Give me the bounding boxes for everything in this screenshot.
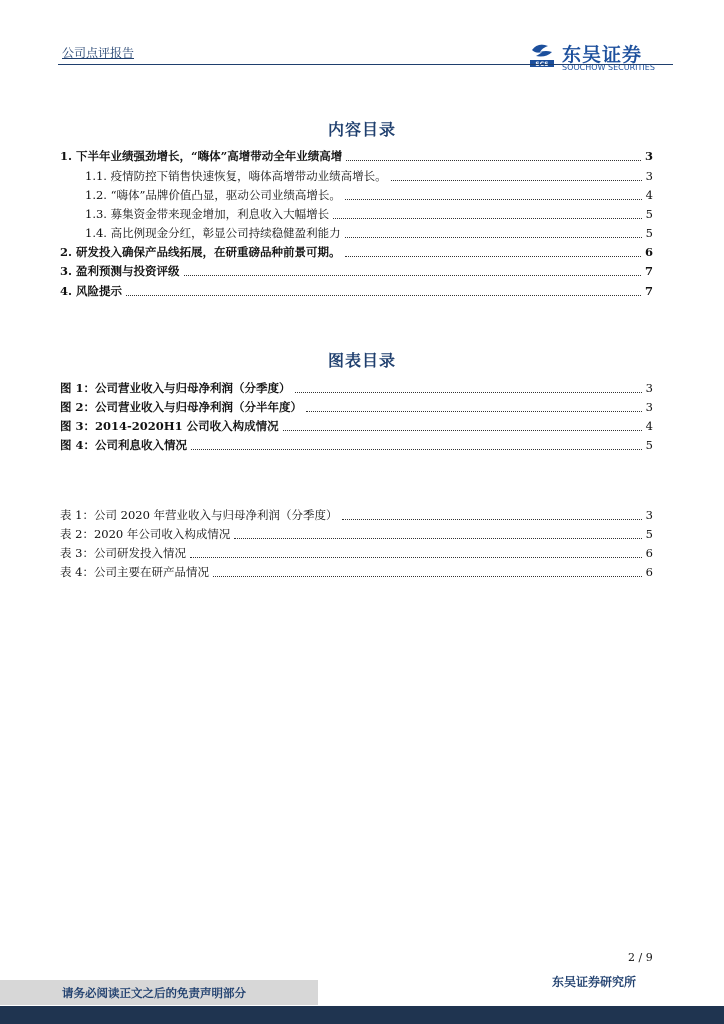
logo-mark-text: SCS: [535, 61, 549, 68]
leader-dots: [184, 275, 641, 276]
leader-dots: [345, 237, 642, 238]
leader-dots: [342, 519, 642, 520]
table-entry-page: 6: [645, 565, 653, 579]
table-entry-2[interactable]: [60, 526, 653, 542]
toc-entry-text: 4. 风险提示: [60, 284, 123, 298]
figure-entry-3[interactable]: [60, 418, 653, 434]
leader-dots: [213, 576, 642, 577]
toc-entry-1-2[interactable]: [85, 187, 653, 203]
toc-entry-3[interactable]: [60, 263, 653, 279]
toc-entry-page: 3: [644, 149, 653, 163]
figure-entry-1[interactable]: [60, 380, 653, 396]
figure-entry-text: 图 4：公司利息收入情况: [60, 438, 188, 452]
table-entry-text: 表 4：公司主要在研产品情况: [60, 565, 209, 579]
toc-entry-1[interactable]: [60, 148, 653, 164]
header-divider: [58, 64, 673, 65]
toc-entry-text: 1. 下半年业绩强劲增长，“嗨体”高增带动全年业绩高增: [60, 149, 343, 163]
table-entry-text: 表 2：2020 年公司收入构成情况: [60, 527, 231, 541]
toc-entry-text: 1.2. “嗨体”品牌价值凸显，驱动公司业绩高增长。: [85, 188, 341, 202]
table-entry-4[interactable]: [60, 564, 653, 580]
leader-dots: [283, 430, 642, 431]
toc-entry-text: 1.1. 疫情防控下销售快速恢复，嗨体高增带动业绩高增长。: [85, 169, 387, 183]
leader-dots: [190, 557, 642, 558]
table-entry-page: 6: [645, 546, 653, 560]
company-logo: [528, 40, 678, 74]
table-entry-3[interactable]: [60, 545, 653, 561]
logo-cn-text: 东吴证券: [562, 44, 643, 66]
toc-entry-page: 4: [645, 188, 653, 202]
figure-entry-page: 4: [645, 419, 653, 433]
figure-entry-text: 图 2：公司营业收入与归母净利润（分半年度）: [60, 400, 303, 414]
leader-dots: [295, 392, 642, 393]
figure-entry-page: 3: [645, 381, 653, 395]
figure-entry-text: 图 3：2014-2020H1 公司收入构成情况: [60, 419, 279, 433]
leader-dots: [345, 256, 641, 257]
toc-entry-text: 1.4. 高比例现金分红，彰显公司持续稳健盈利能力: [85, 226, 341, 240]
footer-bar: [0, 1006, 724, 1024]
toc-entry-page: 7: [644, 264, 653, 278]
leader-dots: [346, 160, 641, 161]
table-entry-page: 5: [645, 527, 653, 541]
toc-entry-text: 2. 研发投入确保产品线拓展，在研重磅品种前景可期。: [60, 245, 341, 259]
toc-entry-text: 1.3. 募集资金带来现金增加，利息收入大幅增长: [85, 207, 330, 221]
toc-entry-1-1[interactable]: [85, 168, 653, 184]
figure-entry-text: 图 1：公司营业收入与归母净利润（分季度）: [60, 381, 291, 395]
report-type-label: 公司点评报告: [62, 46, 135, 60]
toc-entry-1-4[interactable]: [85, 225, 653, 241]
toc-entry-page: 7: [644, 284, 653, 298]
logo-en-text: SOOCHOW SECURITIES: [562, 63, 655, 72]
toc-entry-page: 6: [644, 245, 653, 259]
leader-dots: [126, 295, 641, 296]
toc-entry-2[interactable]: [60, 244, 653, 260]
footer-disclaimer: 请务必阅读正文之后的免责声明部分: [62, 986, 246, 1000]
table-entry-page: 3: [645, 508, 653, 522]
table-entry-1[interactable]: [60, 507, 653, 523]
figure-entry-4[interactable]: [60, 437, 653, 453]
figures-title: 图表目录: [327, 351, 396, 370]
contents-title: 内容目录: [327, 120, 396, 139]
figure-entry-page: 5: [645, 438, 653, 452]
figure-entry-page: 3: [645, 400, 653, 414]
leader-dots: [191, 449, 642, 450]
leader-dots: [345, 199, 642, 200]
toc-entry-1-3[interactable]: [85, 206, 653, 222]
table-entry-text: 表 1：公司 2020 年营业收入与归母净利润（分季度）: [60, 508, 338, 522]
toc-entry-4[interactable]: [60, 283, 653, 299]
toc-entry-page: 3: [645, 169, 653, 183]
footer-institute-name: 东吴证券研究所: [552, 975, 637, 989]
leader-dots: [333, 218, 642, 219]
figure-entry-2[interactable]: [60, 399, 653, 415]
table-entry-text: 表 3：公司研发投入情况: [60, 546, 186, 560]
leader-dots: [234, 538, 641, 539]
toc-entry-text: 3. 盈利预测与投资评级: [60, 264, 180, 278]
leader-dots: [306, 411, 642, 412]
toc-entry-page: 5: [645, 226, 653, 240]
leader-dots: [391, 180, 642, 181]
page-number: 2 / 9: [628, 951, 653, 964]
toc-entry-page: 5: [645, 207, 653, 221]
